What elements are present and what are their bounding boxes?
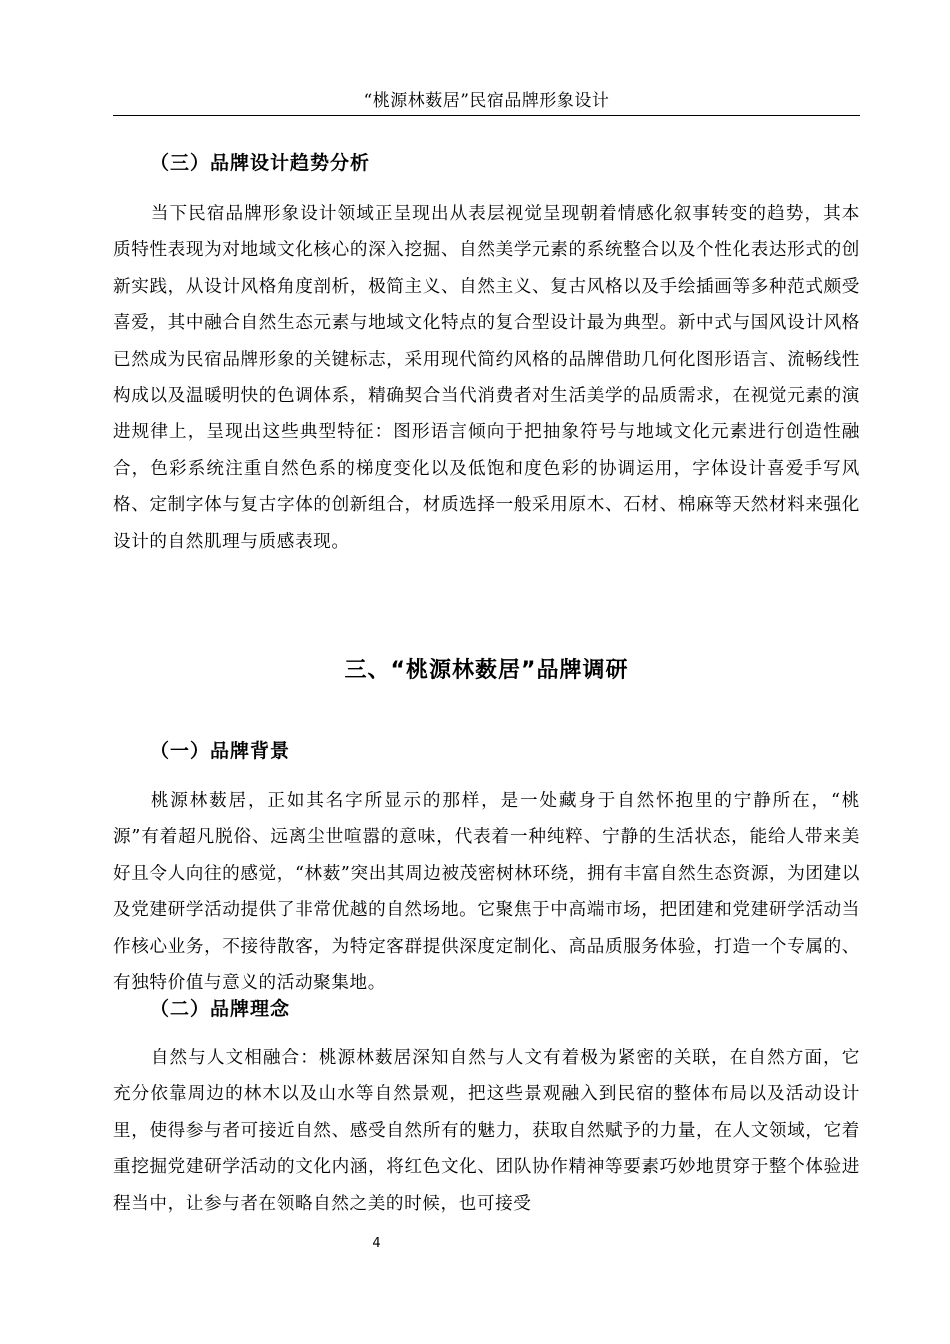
section-heading-trend-analysis: （三）品牌设计趋势分析 — [150, 152, 371, 174]
section-heading-brand-background: （一）品牌背景 — [150, 740, 291, 762]
page-number: 4 — [372, 1236, 381, 1251]
section-heading-brand-concept: （二）品牌理念 — [150, 998, 291, 1020]
paragraph-brand-concept: 自然与人文相融合：桃源林薮居深知自然与人文有着极为紧密的关联，在自然方面，它充分依靠周边的林木以及山水等自然景观，把这些景观融入到民宿的整体布局以及活动设计里，使得参与者可接近自然、感受自然所有的魅力，获取自然赋予的力量，在人文领域，它着重挖掘党建研学活动的文化内涵，将红色文化、团队协作精神等要素巧妙地贯穿于整个体验进程当中，让参与者在领略自然之美的时候，也可接受 — [113, 1048, 860, 1214]
paragraph-trend-analysis: 当下民宿品牌形象设计领域正呈现出从表层视觉呈现朝着情感化叙事转变的趋势，其本质特性表现为对地域文化核心的深入挖掘、自然美学元素的系统整合以及个性化表达形式的创新实践，从设计风格角度剖析，极简主义、自然主义、复古风格以及手绘插画等多种范式颇受喜爱，其中融合自然生态元素与地域文化特点的复合型设计最为典型。新中式与国风设计风格已然成为民宿品牌形象的关键标志，采用现代简约风格的品牌借助几何化图形语言、流畅线性构成以及温暖明快的色调体系，精确契合当代消费者对生活美学的品质需求，在视觉元素的演进规律上，呈现出这些典型特征：图形语言倾向于把抽象符号与地域文化元素进行创造性融合，色彩系统注重自然色系的梯度变化以及低饱和度色彩的协调运用，字体设计喜爱手写风格、定制字体与复古字体的创新组合，材质选择一般采用原木、石材、棉麻等天然材料来强化设计的自然肌理与质感表现。 — [113, 204, 860, 552]
chapter-heading-brand-research: 三、“桃源林薮居”品牌调研 — [344, 658, 629, 683]
paragraph-brand-background: 桃源林薮居，正如其名字所显示的那样，是一处藏身于自然怀抱里的宁静所在，“桃源”有着超凡脱俗、远离尘世喧嚣的意味，代表着一种纯粹、宁静的生活状态，能给人带来美好且令人向往的感觉，“林薮”突出其周边被茂密树林环绕，拥有丰富自然生态资源，为团建以及党建研学活动提供了非常优越的自然场地。它聚焦于中高端市场，把团建和党建研学活动当作核心业务，不接待散客，为特定客群提供深度定制化、高品质服务体验，打造一个专属的、有独特价值与意义的活动聚集地。 — [113, 791, 860, 994]
running-header: “桃源林薮居”民宿品牌形象设计 — [363, 91, 610, 111]
header-divider — [113, 115, 860, 116]
